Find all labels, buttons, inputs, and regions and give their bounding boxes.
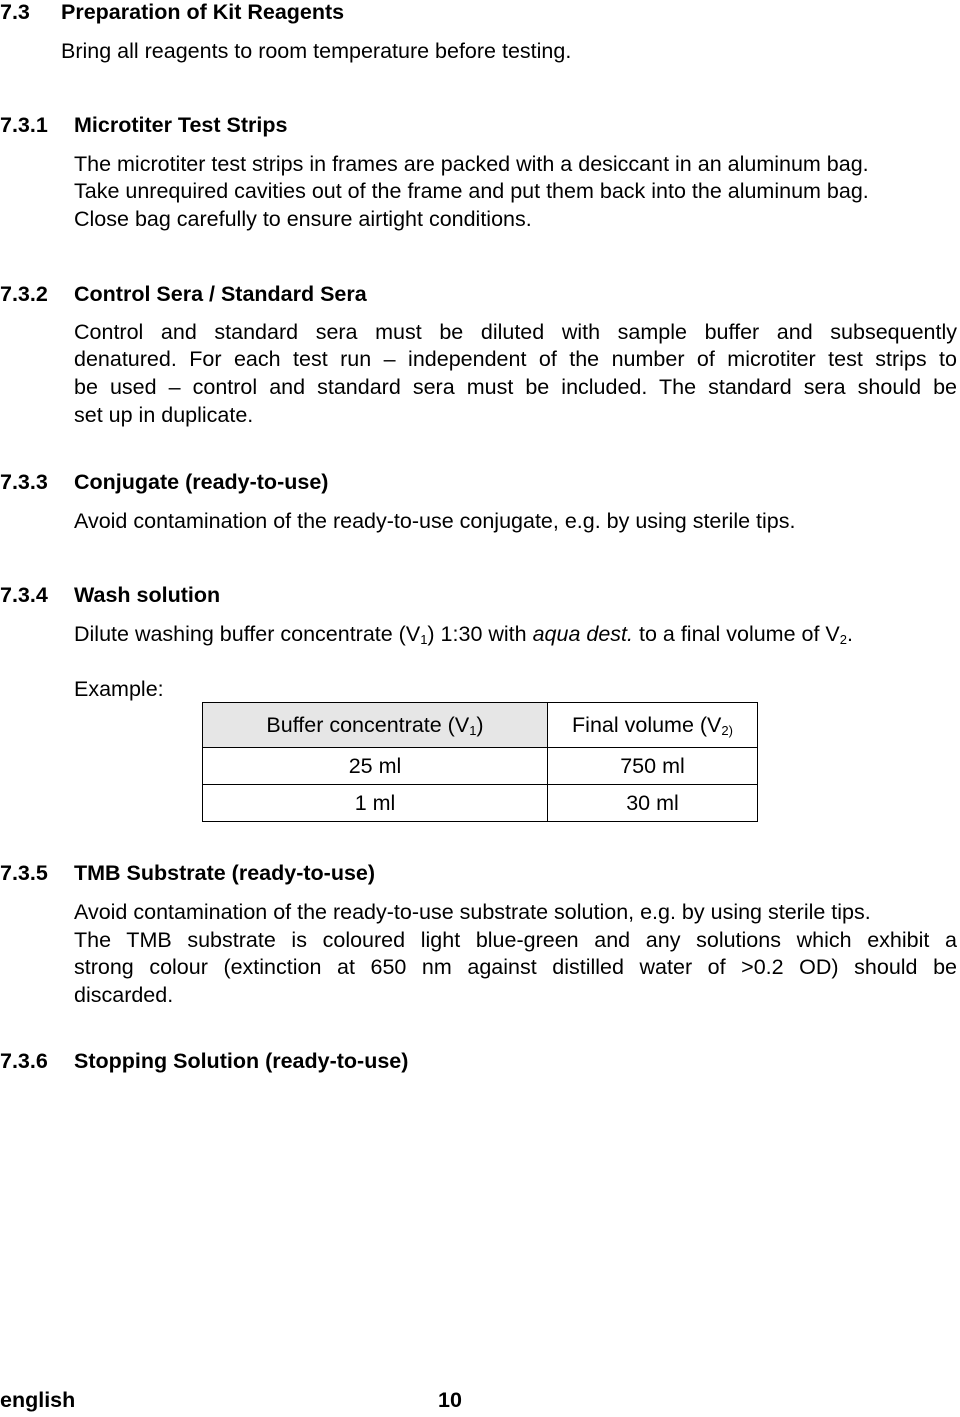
table-row bbox=[203, 785, 758, 822]
table-cell: 25 ml bbox=[203, 748, 548, 785]
table-cell: 1 ml bbox=[203, 785, 548, 822]
table-header-buffer-concentrate: Buffer concentrate $(V_1)$ bbox=[203, 703, 548, 748]
page-number: 10 bbox=[438, 1388, 462, 1412]
section-title: Preparation of Kit Reagents bbox=[61, 0, 345, 24]
subsection-number: 7.3.1 bbox=[0, 113, 48, 137]
table-cell: 30 ml bbox=[548, 785, 758, 822]
subsection-title: Conjugate (ready-to-use) bbox=[74, 470, 329, 494]
table-header-final-volume: Final volume ($V_{2)}$ bbox=[548, 703, 758, 748]
paragraph-line: Avoid contamination of the ready-to-use conjugate, e.g. by using sterile tips. bbox=[74, 509, 796, 533]
subsection-number: 7.3.2 bbox=[0, 282, 48, 306]
paragraph-line: Take unrequired cavities out of the frame and put them back into the aluminum bag. bbox=[74, 179, 869, 203]
section-intro-text: Bring all reagents to room temperature before testing. bbox=[61, 39, 572, 63]
subsection-title: Microtiter Test Strips bbox=[74, 113, 288, 137]
table-row bbox=[203, 748, 758, 785]
paragraph-line: set up in duplicate. bbox=[74, 403, 254, 427]
subsection-number: 7.3.3 bbox=[0, 470, 48, 494]
paragraph-line: Close bag carefully to ensure airtight conditions. bbox=[74, 207, 532, 231]
dilution-example-table bbox=[202, 702, 758, 822]
paragraph-line: The TMB substrate is coloured light blue-green and any solutions which exhibit a bbox=[74, 928, 957, 952]
subsection-number: 7.3.6 bbox=[0, 1049, 48, 1073]
dilution-instruction: Dilute washing buffer concentrate $(V_1)$ 1:30 with aqua dest. to a final volume of $V_2$. bbox=[74, 622, 853, 647]
subsection-title: Stopping Solution (ready-to-use) bbox=[74, 1049, 409, 1073]
paragraph-line: strong colour (extinction at 650 nm against distilled water of >0.2 OD) should be bbox=[74, 955, 957, 979]
subsection-title: Control Sera / Standard Sera bbox=[74, 282, 367, 306]
paragraph-line: The microtiter test strips in frames are packed with a desiccant in an aluminum bag. bbox=[74, 152, 869, 176]
paragraph-line: discarded. bbox=[74, 983, 174, 1007]
example-label: Example: bbox=[74, 677, 164, 701]
paragraph-line: denatured. For each test run – independent of the number of microtiter test strips to bbox=[74, 347, 957, 371]
paragraph-line: Control and standard sera must be diluted with sample buffer and subsequently bbox=[74, 320, 957, 344]
paragraph-line: Avoid contamination of the ready-to-use substrate solution, e.g. by using sterile tips. bbox=[74, 900, 871, 924]
subsection-title: Wash solution bbox=[74, 583, 221, 607]
subsection-title: TMB Substrate (ready-to-use) bbox=[74, 861, 376, 885]
subsection-number: 7.3.5 bbox=[0, 861, 48, 885]
footer-language: english bbox=[0, 1388, 76, 1412]
table-header-row bbox=[203, 703, 758, 748]
table-cell: 750 ml bbox=[548, 748, 758, 785]
subsection-number: 7.3.4 bbox=[0, 583, 48, 607]
section-number: 7.3 bbox=[0, 0, 30, 24]
paragraph-line: be used – control and standard sera must be included. The standard sera should be bbox=[74, 375, 957, 399]
